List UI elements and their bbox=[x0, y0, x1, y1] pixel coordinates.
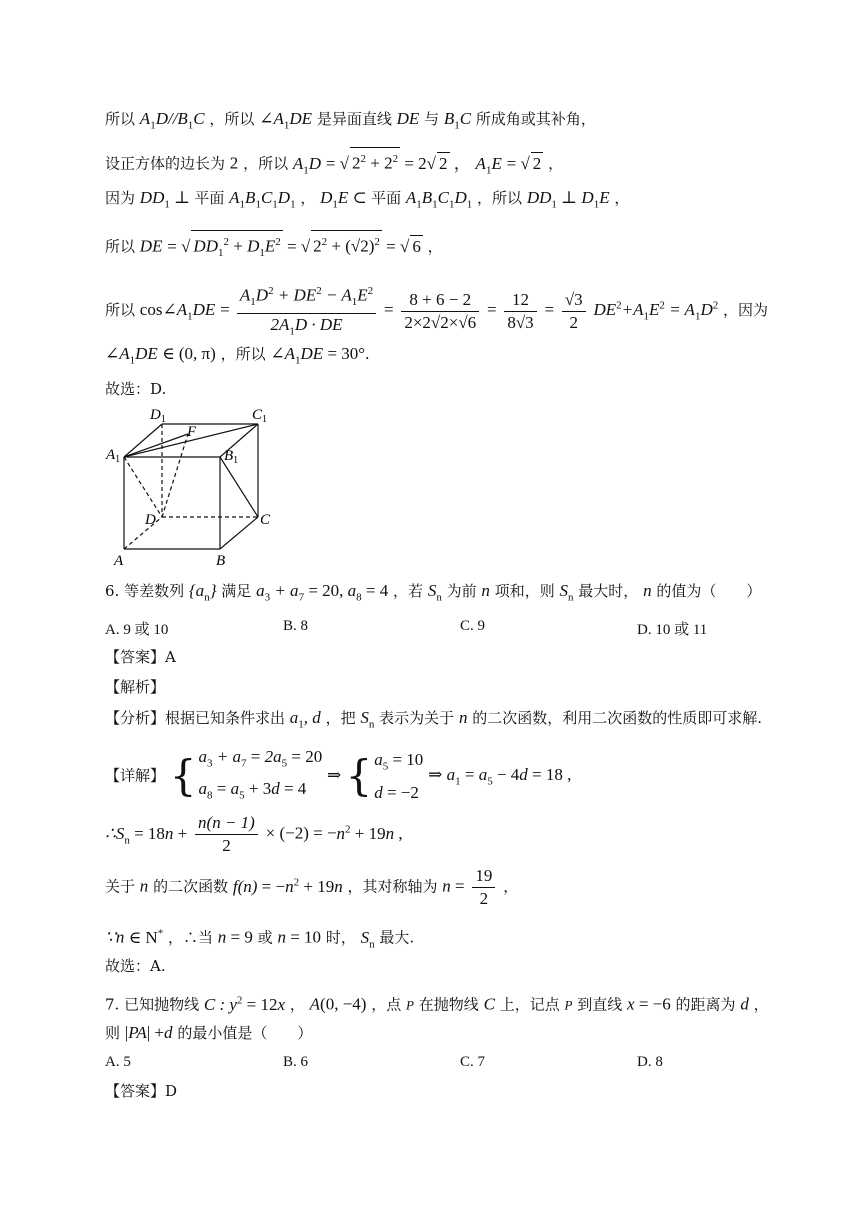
q6-option-c[interactable]: C. 9 bbox=[460, 618, 486, 634]
q7-option-c[interactable]: C. 7 bbox=[460, 1054, 486, 1070]
edge-AD-hidden bbox=[124, 517, 162, 549]
fraction-cos-definition: $\frac{A_1D^2 + DE^2 - A_1E^2}{2A_1D \cdot DE}$ bbox=[237, 280, 376, 342]
q6-select: 故选：A. bbox=[105, 957, 166, 975]
q6-analysis: 【分析】根据已知条件求出 $a_1$, d ，把 $S_n$ 表示为关于 n 的二次函数，利用二次函数的性质即可求解. bbox=[105, 708, 763, 731]
line-edge-length: 设正方体的边长为 2 ，所以 $A_1D$ = √ $2^2 + 2^2 = 2√$ 2 ， $A_1E$ = √ 2 ， bbox=[105, 147, 563, 181]
segment-A1E bbox=[124, 434, 188, 457]
label-F: F bbox=[187, 424, 197, 440]
label-D: D bbox=[145, 512, 156, 528]
q7-answer: 【答案】D bbox=[105, 1082, 178, 1100]
math-angle-A1DE: $\angle A_1DE$ bbox=[259, 109, 313, 132]
line-parallel: 所以 $A_1D//B_1C$ ，所以 $\angle A_1DE$ 是异面直线 DE 与 $B_1C$ 所成角或其补角， bbox=[105, 109, 596, 132]
q6-conclusion: ∵n ∈ N* ，∴当 n = 9 或 n = 10 时， $S_n$ 最大. bbox=[105, 927, 415, 951]
line-angle-range: $\angle A_1DE$ ∈ (0, π) ，所以 $\angle A_1DE = 30^\circ$. bbox=[105, 344, 370, 367]
question-7-stem: 7. 已知抛物线 C : $y^2 = 12x$ ， A(0, −4) ，点 P 在抛物线 C 上，记点 P 到直线 x = −6 的距离为 d ， bbox=[105, 994, 769, 1014]
label-A: A bbox=[114, 553, 124, 569]
q6-sum-formula: $\therefore S_n = 18n$ + $\frac{n(n - 1)}{2}$ × $(-2) = -n^2 + 19n$ , bbox=[105, 813, 403, 855]
q6-option-d[interactable]: D. 10 或 11 bbox=[637, 622, 708, 638]
segment-A1D-hidden bbox=[124, 457, 162, 517]
q7-option-d[interactable]: D. 8 bbox=[637, 1054, 663, 1070]
q6-detail: 【详解】 { $a_3 + a_7 = 2a_5 = 20$ $a_8 = a_5 + 3d = 4$ ⇒ { $a_5 = 10$ d = −2 ⇒ $a_1 = a_5 - 4d = 18$ , bbox=[105, 744, 571, 809]
question-6-stem: 6. 等差数列 $\{a_n\}$ 满足 $a_3 + a_7 = 20$, $a_8 = 4$ ，若 $S_n$ 为前 n 项和，则 $S_n$ 最大时， n 的值为（ ） bbox=[105, 581, 762, 604]
cube-figure bbox=[100, 402, 290, 572]
line-cosine: 所以 $\cos\angle A_1DE$ = $\frac{A_1D^2 + DE^2 - A_1E^2}{2A_1D \cdot DE}$ = $\frac{8 + 6 - 2}{2\times 2√2\times√6}$ = $\frac{12}{8√3}$ = $\frac{√3}{2}$ $DE^2+A_1E^2 = A_1D^2$ ，因为 bbox=[105, 280, 768, 342]
label-C: C bbox=[260, 512, 271, 528]
edge-BC bbox=[220, 517, 258, 549]
q6-system-2: $a_5 = 10$ d = −2 bbox=[374, 750, 424, 802]
math-A1D-parallel-B1C: $A_1D//B_1C$ bbox=[139, 109, 205, 132]
fraction-cos-values: $\frac{8 + 6 - 2}{2\times 2√2\times√6}$ bbox=[401, 289, 479, 334]
q6-system-1: $a_3 + a_7 = 2a_5 = 20$ $a_8 = a_5 + 3d = 4$ bbox=[198, 747, 323, 802]
label-D1: $D_1$ bbox=[150, 407, 166, 425]
q6-option-a[interactable]: A. 9 或 10 bbox=[105, 622, 169, 638]
q6-answer: 【答案】A bbox=[105, 648, 176, 666]
segment-B1C bbox=[220, 457, 258, 517]
math-A1D-length: $A_1D$ bbox=[292, 153, 322, 177]
q6-option-b[interactable]: B. 8 bbox=[283, 618, 309, 634]
q7-option-a[interactable]: A. 5 bbox=[105, 1054, 131, 1070]
label-B: B bbox=[216, 553, 226, 569]
question-7-stem-2: 则 |PA| +d 的最小值是（ ） bbox=[105, 1023, 313, 1042]
q7-option-b[interactable]: B. 6 bbox=[283, 1054, 309, 1070]
q6-quadratic: 关于 n 的二次函数 $f(n) = -n^2 + 19n$ ，其对称轴为 n = $\frac{19}{2}$ ， bbox=[105, 866, 519, 908]
label-A1: $A_1$ bbox=[106, 447, 121, 465]
label-B1: $B_1$ bbox=[224, 448, 239, 466]
select-answer-D: 故选：D. bbox=[105, 380, 167, 398]
line-perpendicular: 因为 $DD_1$ ⊥ 平面 $A_1B_1C_1D_1$ ， $D_1E$ ⊂ 平面 $A_1B_1C_1D_1$ ，所以 $DD_1$ ⊥ $D_1E$ ， bbox=[105, 188, 630, 211]
label-C1: $C_1$ bbox=[252, 407, 268, 425]
line-DE-length: 所以 DE = √ $DD_1^2 + D_1E^2$ = √ $2^2 + (√2)^2$ = √ 6 ， bbox=[105, 230, 443, 264]
q6-analysis-title: 【解析】 bbox=[105, 678, 166, 696]
